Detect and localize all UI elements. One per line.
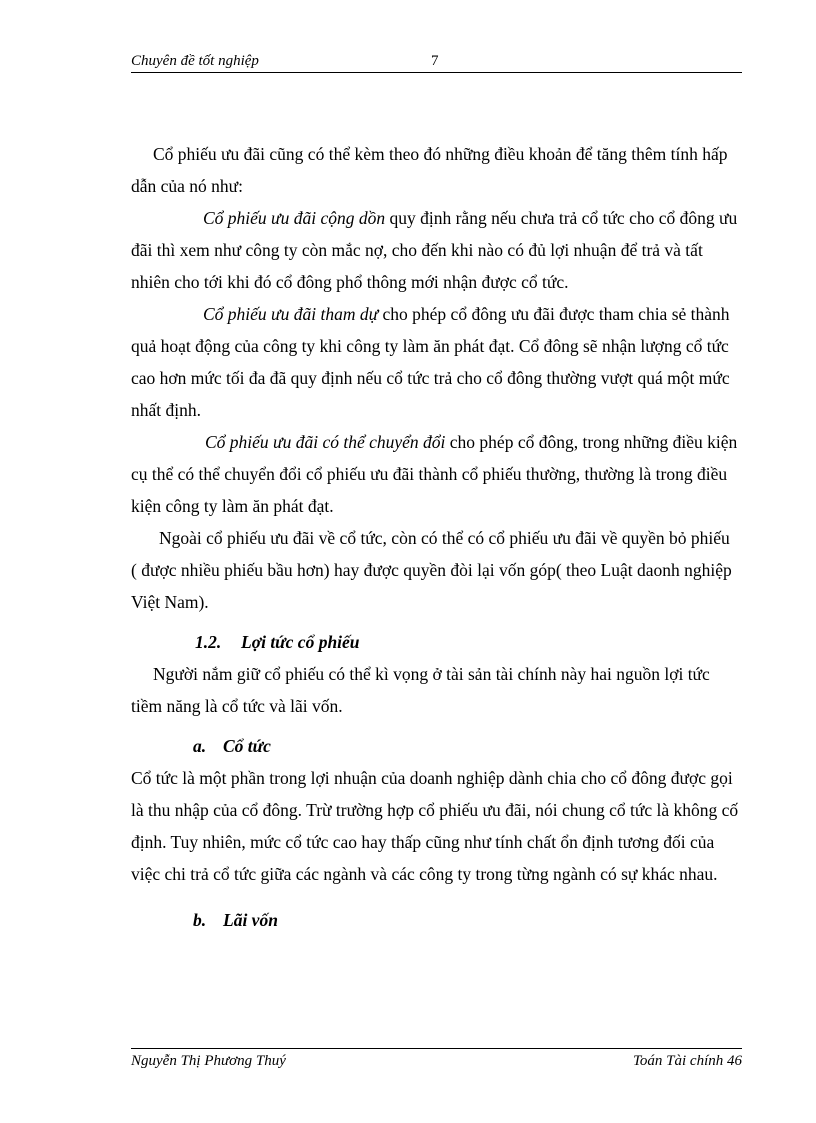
paragraph: Người nắm giữ cổ phiếu có thể kì vọng ở tài sản tài chính này hai nguồn lợi tức tiềm năng là cổ tức và lãi vốn. — [131, 664, 710, 716]
paragraph: Cổ phiếu ưu đãi cũng có thể kèm theo đó những điều khoản để tăng thêm tính hấp dẫn của nó như: — [131, 144, 728, 196]
subsection-heading: a. Cổ tức — [193, 736, 271, 756]
page-footer — [131, 1048, 742, 1069]
page-number: 7 — [431, 53, 439, 69]
paragraph: Cổ phiếu ưu đãi có thể chuyển đổi cho phép cổ đông, trong những điều kiện cụ thể có thể chuyển đổi cổ phiếu ưu đãi thành cổ phiếu thường, thường là trong điều kiện công ty làm ăn phát đạt. — [131, 432, 738, 516]
footer-class: Toán Tài chính 46 — [632, 1053, 742, 1069]
term: Cổ phiếu ưu đãi cộng dồn — [203, 208, 386, 228]
paragraph: Ngoài cổ phiếu ưu đãi về cổ tức, còn có thể có cổ phiếu ưu đãi về quyền bỏ phiếu ( được nhiều phiếu bầu hơn) hay được quyền đòi lại vốn góp( theo Luật daonh nghiệp Việt Nam). — [131, 528, 732, 612]
term: Cổ phiếu ưu đãi tham dự — [203, 304, 379, 324]
paragraph: Cổ tức là một phần trong lợi nhuận của doanh nghiệp dành chia cho cổ đông được gọi là thu nhập của cổ đông. Trừ trường hợp cổ phiếu ưu đãi, nói chung cổ tức là không cố định. Tuy nhiên, mức cổ tức cao hay thấp cũng như tính chất ổn định tương đối của việc chi trả cổ tức giữa các ngành và các công ty trong từng ngành có sự khác nhau. — [131, 768, 739, 884]
document-body — [131, 138, 739, 936]
page-header — [131, 52, 742, 73]
section-heading: 1.2. Lợi tức cổ phiếu — [195, 632, 360, 652]
subsection-heading: b. Lãi vốn — [193, 910, 278, 930]
term: Cổ phiếu ưu đãi có thể chuyển đổi — [205, 432, 446, 452]
footer-author: Nguyễn Thị Phương Thuý — [131, 1053, 286, 1069]
header-title: Chuyên đề tốt nghiệp — [131, 53, 259, 69]
paragraph: Cổ phiếu ưu đãi tham dự cho phép cổ đông ưu đãi được tham chia sẻ thành quả hoạt động của công ty khi công ty làm ăn phát đạt. Cổ đông sẽ nhận lượng cổ tức cao hơn mức tối đa đã quy định nếu cổ tức trả cho cổ đông thường vượt quá một mức nhất định. — [131, 304, 730, 420]
paragraph: Cổ phiếu ưu đãi cộng dồn quy định rằng nếu chưa trả cổ tức cho cổ đông ưu đãi thì xem như công ty còn mắc nợ, cho đến khi nào có đủ lợi nhuận để trả và tất nhiên cho tới khi đó cổ đông phổ thông mới nhận được cổ tức. — [131, 208, 738, 292]
